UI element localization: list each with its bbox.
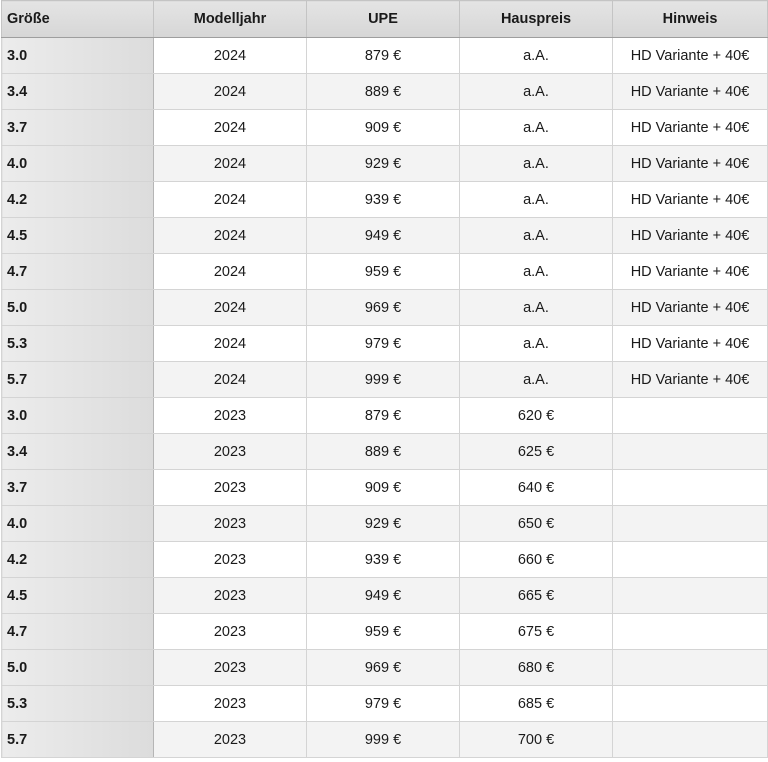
cell-groesse: 4.0	[2, 146, 154, 182]
table-row	[2, 362, 768, 398]
table-row	[2, 290, 768, 326]
cell-upe: 879 €	[307, 398, 460, 434]
cell-upe: 999 €	[307, 722, 460, 758]
cell-groesse: 3.7	[2, 470, 154, 506]
cell-groesse: 3.0	[2, 38, 154, 74]
cell-modelljahr: 2023	[154, 686, 307, 722]
cell-modelljahr: 2024	[154, 218, 307, 254]
table-row	[2, 326, 768, 362]
cell-hauspreis: a.A.	[460, 326, 613, 362]
table-row	[2, 182, 768, 218]
cell-hinweis: HD Variante + 40€	[613, 290, 768, 326]
cell-hauspreis: 640 €	[460, 470, 613, 506]
cell-hinweis	[613, 470, 768, 506]
cell-upe: 949 €	[307, 578, 460, 614]
cell-hauspreis: a.A.	[460, 218, 613, 254]
table-row	[2, 38, 768, 74]
cell-modelljahr: 2024	[154, 146, 307, 182]
table-header	[2, 1, 768, 38]
cell-modelljahr: 2024	[154, 74, 307, 110]
cell-hinweis	[613, 614, 768, 650]
cell-hinweis	[613, 434, 768, 470]
cell-groesse: 3.7	[2, 110, 154, 146]
cell-upe: 879 €	[307, 38, 460, 74]
table-row	[2, 434, 768, 470]
cell-modelljahr: 2023	[154, 506, 307, 542]
cell-hinweis: HD Variante + 40€	[613, 110, 768, 146]
cell-modelljahr: 2023	[154, 650, 307, 686]
cell-groesse: 4.5	[2, 218, 154, 254]
cell-modelljahr: 2023	[154, 542, 307, 578]
cell-groesse: 5.0	[2, 650, 154, 686]
cell-upe: 929 €	[307, 146, 460, 182]
cell-hinweis	[613, 398, 768, 434]
cell-modelljahr: 2023	[154, 614, 307, 650]
cell-groesse: 3.0	[2, 398, 154, 434]
table-row	[2, 542, 768, 578]
cell-upe: 979 €	[307, 686, 460, 722]
cell-hinweis: HD Variante + 40€	[613, 326, 768, 362]
cell-modelljahr: 2024	[154, 362, 307, 398]
cell-hauspreis: a.A.	[460, 146, 613, 182]
cell-hauspreis: a.A.	[460, 362, 613, 398]
cell-hinweis: HD Variante + 40€	[613, 362, 768, 398]
cell-upe: 909 €	[307, 110, 460, 146]
cell-upe: 949 €	[307, 218, 460, 254]
price-table	[1, 0, 768, 758]
cell-hauspreis: 665 €	[460, 578, 613, 614]
header-groesse: Größe	[2, 1, 154, 38]
cell-upe: 969 €	[307, 290, 460, 326]
cell-hauspreis: a.A.	[460, 110, 613, 146]
cell-upe: 979 €	[307, 326, 460, 362]
cell-groesse: 5.3	[2, 686, 154, 722]
header-row	[2, 1, 768, 38]
cell-groesse: 4.2	[2, 542, 154, 578]
table-row	[2, 650, 768, 686]
cell-hinweis: HD Variante + 40€	[613, 38, 768, 74]
cell-modelljahr: 2024	[154, 182, 307, 218]
table-row	[2, 398, 768, 434]
cell-upe: 889 €	[307, 434, 460, 470]
cell-upe: 999 €	[307, 362, 460, 398]
header-hauspreis: Hauspreis	[460, 1, 613, 38]
table-row	[2, 254, 768, 290]
cell-modelljahr: 2024	[154, 326, 307, 362]
cell-groesse: 5.7	[2, 722, 154, 758]
header-upe: UPE	[307, 1, 460, 38]
cell-groesse: 4.7	[2, 614, 154, 650]
cell-hinweis: HD Variante + 40€	[613, 182, 768, 218]
cell-modelljahr: 2023	[154, 578, 307, 614]
cell-hauspreis: 700 €	[460, 722, 613, 758]
cell-modelljahr: 2024	[154, 254, 307, 290]
table-row	[2, 722, 768, 758]
cell-groesse: 4.2	[2, 182, 154, 218]
cell-hauspreis: 620 €	[460, 398, 613, 434]
cell-hauspreis: a.A.	[460, 38, 613, 74]
cell-groesse: 3.4	[2, 74, 154, 110]
cell-groesse: 4.7	[2, 254, 154, 290]
cell-hauspreis: 625 €	[460, 434, 613, 470]
cell-hauspreis: a.A.	[460, 254, 613, 290]
cell-upe: 959 €	[307, 614, 460, 650]
table-row	[2, 146, 768, 182]
cell-hinweis	[613, 650, 768, 686]
header-modelljahr: Modelljahr	[154, 1, 307, 38]
cell-modelljahr: 2024	[154, 290, 307, 326]
cell-hauspreis: a.A.	[460, 74, 613, 110]
cell-groesse: 4.5	[2, 578, 154, 614]
table-row	[2, 110, 768, 146]
table-body	[2, 38, 768, 758]
header-hinweis: Hinweis	[613, 1, 768, 38]
table-row	[2, 506, 768, 542]
cell-hinweis: HD Variante + 40€	[613, 254, 768, 290]
cell-hinweis: HD Variante + 40€	[613, 74, 768, 110]
cell-upe: 929 €	[307, 506, 460, 542]
cell-hinweis: HD Variante + 40€	[613, 146, 768, 182]
cell-hauspreis: 675 €	[460, 614, 613, 650]
cell-upe: 959 €	[307, 254, 460, 290]
cell-hinweis	[613, 578, 768, 614]
cell-hinweis	[613, 542, 768, 578]
cell-hauspreis: 685 €	[460, 686, 613, 722]
cell-hauspreis: 680 €	[460, 650, 613, 686]
cell-hauspreis: a.A.	[460, 290, 613, 326]
cell-hinweis	[613, 506, 768, 542]
cell-hinweis	[613, 686, 768, 722]
table-row	[2, 470, 768, 506]
cell-upe: 939 €	[307, 542, 460, 578]
cell-hauspreis: 660 €	[460, 542, 613, 578]
cell-hauspreis: a.A.	[460, 182, 613, 218]
cell-upe: 969 €	[307, 650, 460, 686]
cell-hinweis: HD Variante + 40€	[613, 218, 768, 254]
cell-modelljahr: 2023	[154, 434, 307, 470]
table-row	[2, 578, 768, 614]
cell-groesse: 5.0	[2, 290, 154, 326]
cell-modelljahr: 2024	[154, 110, 307, 146]
cell-upe: 909 €	[307, 470, 460, 506]
table-row	[2, 218, 768, 254]
cell-groesse: 4.0	[2, 506, 154, 542]
cell-modelljahr: 2023	[154, 470, 307, 506]
cell-upe: 889 €	[307, 74, 460, 110]
cell-modelljahr: 2023	[154, 722, 307, 758]
cell-modelljahr: 2024	[154, 38, 307, 74]
cell-hauspreis: 650 €	[460, 506, 613, 542]
cell-hinweis	[613, 722, 768, 758]
table-row	[2, 686, 768, 722]
cell-groesse: 5.7	[2, 362, 154, 398]
cell-groesse: 3.4	[2, 434, 154, 470]
table-row	[2, 74, 768, 110]
cell-upe: 939 €	[307, 182, 460, 218]
table-row	[2, 614, 768, 650]
cell-groesse: 5.3	[2, 326, 154, 362]
cell-modelljahr: 2023	[154, 398, 307, 434]
